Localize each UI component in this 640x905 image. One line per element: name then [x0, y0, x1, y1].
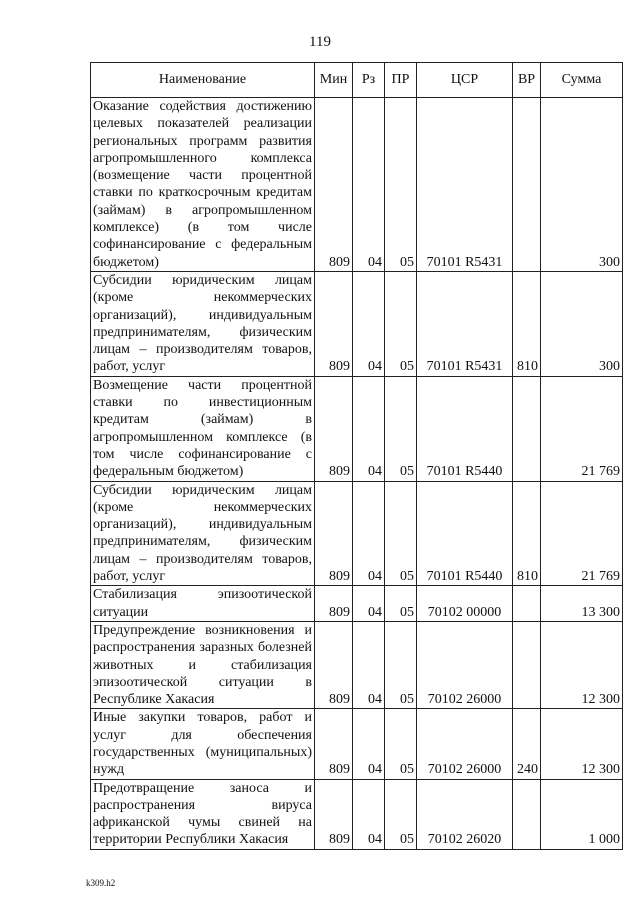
row-sum: 12 300	[541, 709, 623, 779]
row-vr	[513, 621, 541, 708]
row-rz: 04	[353, 271, 385, 376]
row-min: 809	[315, 271, 353, 376]
row-min: 809	[315, 779, 353, 849]
table-row	[91, 779, 623, 849]
row-csr: 70102 26020	[417, 779, 513, 849]
row-sum: 1 000	[541, 779, 623, 849]
row-vr: 240	[513, 709, 541, 779]
row-sum: 13 300	[541, 586, 623, 622]
row-sum: 21 769	[541, 481, 623, 586]
row-csr: 70102 26000	[417, 709, 513, 779]
row-rz: 04	[353, 709, 385, 779]
row-pr: 05	[385, 621, 417, 708]
table-row	[91, 271, 623, 376]
table-header-row	[91, 63, 623, 98]
header-name: Наименование	[91, 63, 315, 98]
row-name: Стабилизация эпизоотической ситуации	[91, 586, 315, 622]
row-rz: 04	[353, 586, 385, 622]
row-pr: 05	[385, 586, 417, 622]
header-min: Мин	[315, 63, 353, 98]
row-name: Иные закупки товаров, работ и услуг для обеспечения государственных (муниципальных) нужд	[91, 709, 315, 779]
row-name: Оказание содействия достижению целевых показателей реализации региональных программ развития агропромышленного комплекса (возмещение части процентной ставки по краткосрочным кредитам (займам) в агропромышленном комплексе) (в том числе софинансирование с федеральным бюджетом)	[91, 98, 315, 272]
row-name: Предотвращение заноса и распространения вируса африканской чумы свиней на территории Республики Хакасия	[91, 779, 315, 849]
table-row	[91, 376, 623, 481]
table-row	[91, 98, 623, 272]
row-pr: 05	[385, 98, 417, 272]
header-sum: Сумма	[541, 63, 623, 98]
row-min: 809	[315, 621, 353, 708]
row-vr	[513, 779, 541, 849]
row-pr: 05	[385, 376, 417, 481]
row-pr: 05	[385, 709, 417, 779]
row-vr	[513, 98, 541, 272]
row-csr: 70101 R5431	[417, 271, 513, 376]
row-min: 809	[315, 481, 353, 586]
row-vr: 810	[513, 271, 541, 376]
row-rz: 04	[353, 779, 385, 849]
row-csr: 70102 00000	[417, 586, 513, 622]
row-rz: 04	[353, 98, 385, 272]
row-vr: 810	[513, 481, 541, 586]
row-name: Возмещение части процентной ставки по инвестиционным кредитам (займам) в агропромышленном комплексе (в том числе софинансирование с федеральным бюджетом)	[91, 376, 315, 481]
row-sum: 12 300	[541, 621, 623, 708]
row-sum: 300	[541, 271, 623, 376]
row-min: 809	[315, 709, 353, 779]
row-min: 809	[315, 376, 353, 481]
row-min: 809	[315, 586, 353, 622]
row-rz: 04	[353, 621, 385, 708]
row-rz: 04	[353, 376, 385, 481]
row-min: 809	[315, 98, 353, 272]
row-name: Субсидии юридическим лицам (кроме некоммерческих организаций), индивидуальным предпринимателям, физическим лицам – производителям товаров, работ, услуг	[91, 271, 315, 376]
table-row	[91, 481, 623, 586]
row-sum: 300	[541, 98, 623, 272]
table-row	[91, 709, 623, 779]
row-name: Предупреждение возникновения и распространения заразных болезней животных и стабилизация эпизоотической ситуации в Республике Хакасия	[91, 621, 315, 708]
row-pr: 05	[385, 481, 417, 586]
row-sum: 21 769	[541, 376, 623, 481]
row-pr: 05	[385, 271, 417, 376]
row-rz: 04	[353, 481, 385, 586]
row-csr: 70101 R5440	[417, 376, 513, 481]
header-csr: ЦСР	[417, 63, 513, 98]
row-vr	[513, 586, 541, 622]
table-row	[91, 586, 623, 622]
row-pr: 05	[385, 779, 417, 849]
header-rz: Рз	[353, 63, 385, 98]
row-vr	[513, 376, 541, 481]
row-csr: 70101 R5431	[417, 98, 513, 272]
header-vr: ВР	[513, 63, 541, 98]
document-code: k309.h2	[86, 878, 116, 888]
header-pr: ПР	[385, 63, 417, 98]
table-row	[91, 621, 623, 708]
row-csr: 70102 26000	[417, 621, 513, 708]
page-number: 119	[309, 34, 331, 50]
row-csr: 70101 R5440	[417, 481, 513, 586]
row-name: Субсидии юридическим лицам (кроме некоммерческих организаций), индивидуальным предпринимателям, физическим лицам – производителям товаров, работ, услуг	[91, 481, 315, 586]
budget-table	[90, 62, 623, 850]
